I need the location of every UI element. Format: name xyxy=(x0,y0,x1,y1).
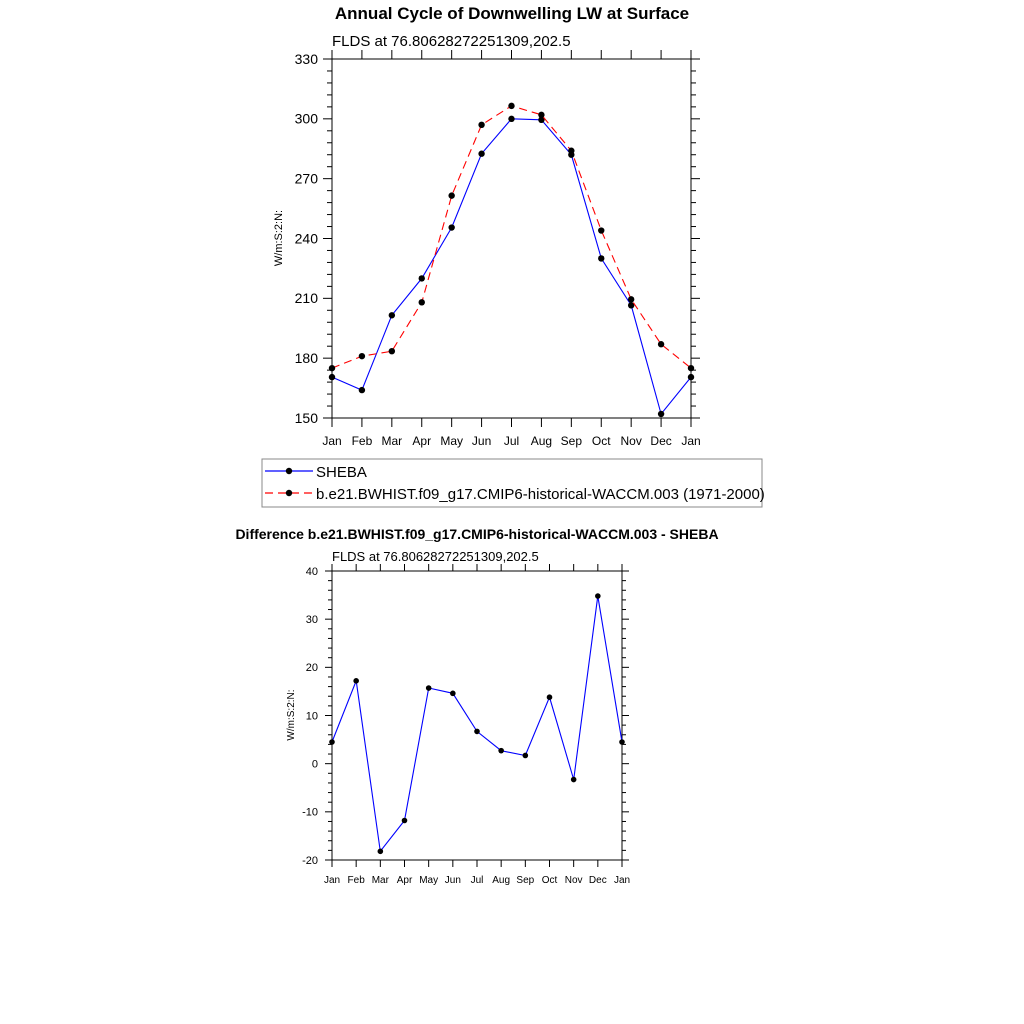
series-0-point xyxy=(450,691,456,697)
series-0-point xyxy=(595,593,601,599)
series-1-point xyxy=(419,299,425,305)
y-tick-label: 330 xyxy=(294,50,318,67)
series-1-point xyxy=(329,365,335,371)
top-chart-subtitle: FLDS at 76.80628272251309,202.5 xyxy=(332,33,571,50)
x-tick-label: Aug xyxy=(492,875,511,886)
top-chart-y-axis-label: W/m:S:2:N: xyxy=(273,209,285,267)
series-0-point xyxy=(402,818,408,824)
series-0-point xyxy=(419,275,425,281)
plot-frame xyxy=(332,59,691,418)
series-0-point xyxy=(448,224,454,230)
y-tick-label: 270 xyxy=(294,170,318,187)
series-0-point xyxy=(658,411,664,417)
series-1-point xyxy=(628,296,634,302)
top-chart-legend xyxy=(262,459,765,507)
y-tick-label: 180 xyxy=(294,350,318,367)
series-1-point xyxy=(508,103,514,109)
series-0-point xyxy=(329,374,335,380)
x-tick-label: Nov xyxy=(620,434,642,448)
top-plot-area xyxy=(295,50,701,448)
y-tick-label: 40 xyxy=(305,565,318,578)
series-0-point xyxy=(547,694,553,700)
series-1-point xyxy=(688,365,694,371)
x-tick-label: Dec xyxy=(650,434,672,448)
y-tick-label: 210 xyxy=(294,290,318,307)
x-tick-label: Feb xyxy=(351,434,373,448)
x-tick-label: Dec xyxy=(588,875,607,886)
series-1-point xyxy=(478,122,484,128)
x-tick-label: Aug xyxy=(530,434,553,448)
x-tick-label: Apr xyxy=(412,434,432,448)
x-tick-label: Nov xyxy=(564,875,583,886)
x-tick-label: Mar xyxy=(381,434,403,448)
y-tick-label: 300 xyxy=(294,110,318,127)
series-line-0 xyxy=(332,596,622,851)
series-0-point xyxy=(353,678,359,684)
bottom-chart-y-axis-label: W/m:S:2:N: xyxy=(286,689,297,741)
series-0-point xyxy=(508,116,514,122)
series-0-point xyxy=(426,685,432,691)
bottom-chart-subtitle: FLDS at 76.80628272251309,202.5 xyxy=(332,549,539,564)
y-tick-label: 10 xyxy=(305,710,318,723)
y-tick-label: 30 xyxy=(305,614,318,627)
series-1-point xyxy=(568,148,574,154)
y-tick-label: -10 xyxy=(302,806,318,819)
series-0-point xyxy=(498,748,504,754)
x-tick-label: Feb xyxy=(347,875,365,886)
x-tick-label: Jan xyxy=(681,434,701,448)
y-tick-label: 20 xyxy=(305,662,318,675)
x-tick-label: May xyxy=(440,434,464,448)
x-tick-label: Jan xyxy=(613,875,631,886)
y-tick-label: -20 xyxy=(302,854,318,867)
x-tick-label: Sep xyxy=(560,434,583,448)
x-tick-label: Jul xyxy=(503,434,520,448)
x-tick-label: Mar xyxy=(371,875,389,886)
legend-label-model: b.e21.BWHIST.f09_g17.CMIP6-historical-WACCM.003 (1971-2000) xyxy=(316,486,765,503)
series-0-point xyxy=(598,255,604,261)
y-tick-label: 240 xyxy=(294,230,318,247)
series-0-point xyxy=(523,753,529,759)
top-chart-title: Annual Cycle of Downwelling LW at Surface xyxy=(334,4,690,23)
series-0-point xyxy=(571,777,577,783)
legend-label-sheba: SHEBA xyxy=(316,464,367,481)
series-1-point xyxy=(658,341,664,347)
x-tick-label: Apr xyxy=(396,875,413,886)
x-tick-label: Jun xyxy=(444,875,461,886)
series-1-point xyxy=(448,192,454,198)
legend-marker-sheba xyxy=(286,468,292,474)
series-1-point xyxy=(598,227,604,233)
series-line-0 xyxy=(332,119,691,414)
x-tick-label: Jun xyxy=(471,434,492,448)
bottom-chart-title: Difference b.e21.BWHIST.f09_g17.CMIP6-historical-WACCM.003 - SHEBA xyxy=(235,526,719,542)
x-tick-label: Oct xyxy=(591,434,611,448)
series-0-point xyxy=(329,739,335,745)
series-0-point xyxy=(474,729,480,735)
series-1-point xyxy=(538,112,544,118)
series-1-point xyxy=(389,348,395,354)
x-tick-label: Oct xyxy=(541,875,558,886)
legend-marker-model xyxy=(286,490,292,496)
x-tick-label: Sep xyxy=(516,875,535,886)
series-0-point xyxy=(378,849,384,855)
x-tick-label: Jan xyxy=(322,434,342,448)
series-0-point xyxy=(619,739,625,745)
y-tick-label: 0 xyxy=(311,758,318,771)
series-0-point xyxy=(478,151,484,157)
series-0-point xyxy=(389,312,395,318)
series-0-point xyxy=(688,374,694,380)
series-1-point xyxy=(359,353,365,359)
series-0-point xyxy=(359,387,365,393)
y-tick-label: 150 xyxy=(294,409,318,426)
x-tick-label: May xyxy=(419,875,439,886)
x-tick-label: Jan xyxy=(323,875,341,886)
x-tick-label: Jul xyxy=(470,875,484,886)
bottom-plot-area xyxy=(302,564,630,886)
